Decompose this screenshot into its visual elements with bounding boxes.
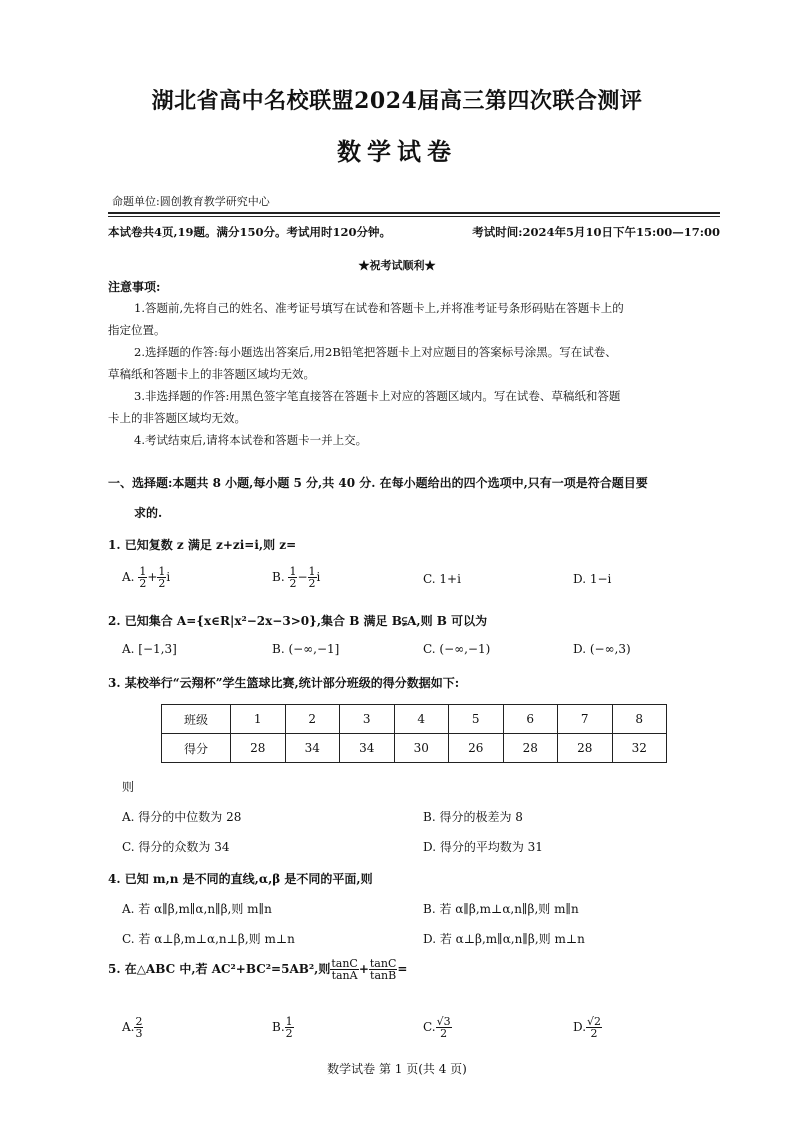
notice-line: 草稿纸和答题卡上的非答题区域均无效。	[108, 367, 315, 381]
table-header-class: 班级	[162, 705, 231, 734]
table-cell: 32	[612, 734, 667, 763]
notice-line: 卡上的非答题区域均无效。	[108, 411, 246, 425]
notice-heading: 注意事项:	[108, 280, 161, 294]
q4-option-b: B. 若 α∥β,m⊥α,n∥β,则 m∥n	[423, 902, 579, 916]
q1-option-b: B. $\frac{1}{2}$ − $\frac{1}{2}$ i	[272, 565, 321, 590]
q3-option-a: A. 得分的中位数为 28	[122, 810, 242, 824]
section-heading-cont: 求的.	[134, 506, 163, 520]
header-rule-thin	[108, 216, 720, 217]
exam-subtitle: 数学试卷	[337, 137, 457, 166]
exam-title: 湖北省高中名校联盟2024届高三第四次联合测评	[151, 88, 643, 114]
section-heading: 一、选择题:本题共 8 小题,每小题 5 分,共 40 分. 在每小题给出的四个选项中,只有一项是符合题目要	[108, 476, 648, 490]
table-row-classes	[162, 705, 667, 734]
q4-option-d: D. 若 α⊥β,m∥α,n∥β,则 m⊥n	[423, 932, 585, 946]
question-5-stem: 5. 在△ABC 中,若 AC²+BC²=5AB²,则 $\frac{\tan C}{\tan A}$ + $\frac{\tan C}{\tan B}$ =	[108, 957, 408, 982]
q5-option-a: A. $\frac{2}{3}$	[122, 1015, 143, 1040]
table-cell: 30	[394, 734, 449, 763]
table-cell: 4	[394, 705, 449, 734]
notice-line: 3.非选择题的作答:用黑色签字笔直接答在答题卡上对应的答题区域内。写在试卷、草稿纸和答题	[134, 389, 621, 403]
q2-option-d: D. (−∞,3)	[573, 642, 631, 656]
score-table	[161, 704, 667, 763]
table-header-score: 得分	[162, 734, 231, 763]
issuing-organization: 命题单位:圆创教育教学研究中心	[112, 195, 270, 208]
page-footer: 数学试卷 第 1 页(共 4 页)	[327, 1062, 467, 1076]
table-cell: 8	[612, 705, 667, 734]
table-cell: 28	[503, 734, 558, 763]
question-4-stem: 4. 已知 m,n 是不同的直线,α,β 是不同的平面,则	[108, 872, 373, 886]
table-cell: 5	[449, 705, 504, 734]
q4-option-a: A. 若 α∥β,m∥α,n∥β,则 m∥n	[122, 902, 272, 916]
table-cell: 2	[285, 705, 340, 734]
table-cell: 26	[449, 734, 504, 763]
notice-line: 2.选择题的作答:每小题选出答案后,用2B铅笔把答题卡上对应题目的答案标号涂黑。写在试卷、	[134, 345, 617, 359]
q1-option-d: D. 1−i	[573, 572, 612, 586]
q1-option-c: C. 1+i	[423, 572, 461, 586]
header-rule-thick	[108, 212, 720, 214]
table-cell: 7	[558, 705, 613, 734]
q3-option-d: D. 得分的平均数为 31	[423, 840, 543, 854]
q3-option-b: B. 得分的极差为 8	[423, 810, 523, 824]
notice-line: 1.答题前,先将自己的姓名、准考证号填写在试卷和答题卡上,并将准考证号条形码贴在答题卡上的	[134, 301, 624, 315]
table-cell: 34	[340, 734, 395, 763]
q2-option-a: A. [−1,3]	[122, 642, 177, 656]
question-3-stem: 3. 某校举行“云翔杯”学生篮球比赛,统计部分班级的得分数据如下:	[108, 676, 460, 690]
table-row-scores	[162, 734, 667, 763]
question-1-stem: 1. 已知复数 z 满足 z+zi=i,则 z=	[108, 538, 297, 552]
exam-time: 考试时间:2024年5月10日下午15:00—17:00	[472, 225, 720, 239]
q5-option-d: D. $\frac{√2}{2}$	[573, 1015, 602, 1040]
q2-option-c: C. (−∞,−1)	[423, 642, 491, 656]
table-cell: 28	[558, 734, 613, 763]
notice-line: 4.考试结束后,请将本试卷和答题卡一并上交。	[134, 433, 368, 447]
table-cell: 1	[231, 705, 286, 734]
q2-option-b: B. (−∞,−1]	[272, 642, 340, 656]
table-cell: 3	[340, 705, 395, 734]
question-2-stem: 2. 已知集合 A={x∈R|x²−2x−3>0},集合 B 满足 B⫋A,则 B 可以为	[108, 614, 488, 628]
q3-then: 则	[122, 780, 135, 794]
exam-info: 本试卷共4页,19题。满分150分。考试用时120分钟。	[108, 225, 392, 239]
q5-option-b: B. $\frac{1}{2}$	[272, 1015, 293, 1040]
q4-option-c: C. 若 α⊥β,m⊥α,n⊥β,则 m⊥n	[122, 932, 295, 946]
q5-option-c: C. $\frac{√3}{2}$	[423, 1015, 451, 1040]
blessing: ★祝考试顺利★	[358, 259, 436, 272]
table-cell: 34	[285, 734, 340, 763]
q1-option-a: A. $\frac{1}{2}$ + $\frac{1}{2}$ i	[122, 565, 171, 590]
table-cell: 6	[503, 705, 558, 734]
notice-line: 指定位置。	[108, 323, 166, 337]
table-cell: 28	[231, 734, 286, 763]
q3-option-c: C. 得分的众数为 34	[122, 840, 230, 854]
